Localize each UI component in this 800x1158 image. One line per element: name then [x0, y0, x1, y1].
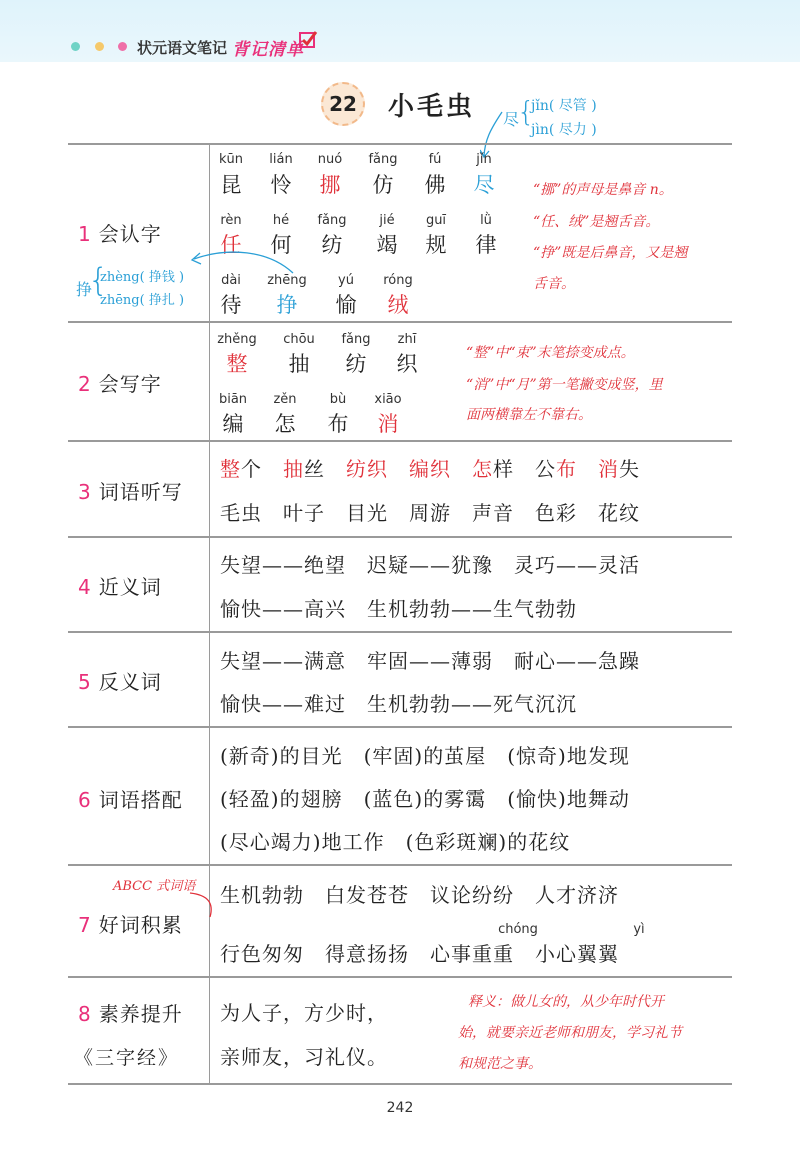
pinyin: dài	[221, 273, 241, 288]
row-divider	[68, 631, 732, 633]
dictation-word	[220, 457, 262, 481]
row-title: 反义词	[98, 670, 162, 694]
header-dot-teal	[71, 42, 80, 51]
hanzi: 规	[425, 233, 447, 257]
dictation-line-1	[220, 453, 640, 482]
brace-icon: {	[88, 261, 109, 299]
pinyin: nuó	[317, 152, 343, 167]
collocation-line: (轻盈)的翅膀 (蓝色)的雾霭 (愉快)地舞动	[220, 787, 630, 811]
pinyin: fú	[428, 152, 442, 167]
row-label-1	[68, 218, 209, 247]
dictation-word: 声音	[472, 501, 514, 525]
dictation-word: 毛虫	[220, 501, 262, 525]
row-label-8	[68, 998, 209, 1027]
row-title: 好词积累	[98, 913, 183, 937]
pinyin: xiāo	[374, 392, 402, 407]
header-dot-yellow	[95, 42, 104, 51]
note-line: 始，就要亲近老师和朋友，学习礼节	[458, 1025, 682, 1041]
dictation-char: 失	[619, 457, 640, 481]
dictation-word	[409, 457, 451, 481]
pinyin-chong: chóng	[498, 922, 538, 937]
dictation-word	[598, 457, 640, 481]
row-label-6	[68, 784, 209, 813]
collocation-line: (尽心竭力)地工作 (色彩斑斓)的花纹	[220, 830, 571, 854]
pinyin: fǎng	[317, 213, 347, 228]
dictation-word: 目光	[346, 501, 388, 525]
antonym-line: 愉快——难过 生机勃勃——死气沉沉	[220, 692, 577, 716]
jin-annotation-char: 尽	[503, 110, 520, 129]
row-divider	[68, 440, 732, 442]
table-border-top	[68, 143, 732, 145]
row-title: 词语搭配	[98, 788, 183, 812]
dictation-char: 抽	[283, 457, 304, 481]
hanzi: 挪	[319, 173, 341, 197]
pinyin: jié	[379, 213, 395, 228]
antonym-line: 失望——满意 牢固——薄弱 耐心——急躁	[220, 649, 640, 673]
note-line: “消”中“月”第一笔撇变成竖，里	[466, 377, 663, 393]
row-divider	[68, 864, 732, 866]
row-title: 词语听写	[98, 480, 183, 504]
hanzi: 竭	[376, 233, 398, 257]
dictation-char: 样	[493, 457, 514, 481]
dictation-char: 公	[535, 457, 556, 481]
pinyin: zěn	[273, 392, 297, 407]
hanzi: 挣	[276, 293, 298, 317]
summary-table	[68, 143, 732, 1085]
note-line: 舌音。	[533, 276, 575, 292]
dictation-char: 怎	[472, 457, 493, 481]
row-divider	[68, 321, 732, 323]
hanzi: 待	[220, 293, 242, 317]
hanzi: 编	[222, 412, 244, 436]
pinyin: guī	[425, 213, 447, 228]
dictation-char: 丝	[304, 457, 325, 481]
collocation-line: (新奇)的目光 (牢固)的茧屋 (惊奇)地发现	[220, 744, 630, 768]
brace-icon: {	[517, 95, 535, 128]
pinyin: bù	[329, 392, 347, 407]
note-line: 和规范之事。	[458, 1056, 542, 1072]
table-border-bottom	[68, 1083, 732, 1085]
lesson-number: 22	[321, 82, 365, 126]
brand-tag: 背记清单	[232, 40, 304, 60]
dictation-word	[346, 457, 388, 481]
zheng-arrow-icon	[188, 245, 298, 277]
hanzi: 纺	[321, 233, 343, 257]
hanzi: 织	[396, 352, 418, 376]
hanzi: 抽	[288, 352, 310, 376]
row-subtitle: 《三字经》	[74, 1047, 180, 1069]
checkmark-icon	[298, 30, 318, 50]
row-number: 6	[78, 788, 91, 812]
pinyin: chōu	[283, 332, 315, 347]
pinyin: jǐn	[476, 152, 492, 167]
row-title: 素养提升	[98, 1002, 183, 1026]
lesson-title: 小毛虫	[388, 92, 476, 122]
row-title: 近义词	[98, 575, 162, 599]
pinyin: rèn	[220, 213, 242, 228]
pinyin: zhěng	[217, 332, 257, 347]
pinyin: róng	[383, 273, 413, 288]
zheng-reading-1: zhèng( 挣钱 )	[100, 270, 185, 285]
jin-reading-1: jǐn( 尽管 )	[531, 98, 597, 114]
hanzi: 尽	[473, 173, 495, 197]
sanzijing-line: 为人子，方少时，	[220, 1001, 388, 1025]
pinyin: lǜ	[480, 213, 492, 228]
row-divider	[68, 536, 732, 538]
note-line: 释义：做儿女的，从少年时代开	[468, 994, 664, 1010]
pinyin: zhī	[397, 332, 417, 347]
dictation-char: 织	[367, 457, 388, 481]
pinyin: biān	[218, 392, 248, 407]
brand-name: 状元语文笔记	[137, 39, 228, 57]
zheng-reading-2: zhēng( 挣扎 )	[100, 293, 185, 308]
hanzi: 绒	[387, 293, 409, 317]
pinyin: yú	[338, 273, 354, 288]
dictation-char: 编	[409, 457, 430, 481]
dictation-char: 布	[556, 457, 577, 481]
dictation-char: 个	[241, 457, 262, 481]
column-divider	[209, 143, 210, 1085]
sanzijing-line: 亲师友，习礼仪。	[220, 1045, 388, 1069]
pinyin: lián	[269, 152, 293, 167]
row-label-5	[68, 666, 209, 695]
pinyin-yi: yì	[633, 922, 645, 937]
hanzi: 何	[270, 233, 292, 257]
row-number: 3	[78, 480, 91, 504]
row-title: 会写字	[98, 372, 162, 396]
row-label-2	[68, 368, 209, 397]
hanzi: 怎	[274, 412, 296, 436]
hanzi: 愉	[335, 293, 357, 317]
row-number: 8	[78, 1002, 91, 1026]
hanzi: 怜	[270, 173, 292, 197]
dictation-word	[535, 457, 577, 481]
row-divider	[68, 726, 732, 728]
dictation-char: 消	[598, 457, 619, 481]
hanzi: 昆	[220, 173, 242, 197]
note-line: “挣”既是后鼻音，又是翘	[533, 245, 688, 261]
header-band	[0, 0, 800, 62]
header-dot-pink	[118, 42, 127, 51]
row-title: 会认字	[98, 222, 162, 246]
row-divider	[68, 976, 732, 978]
pinyin: fǎng	[341, 332, 371, 347]
row-number: 1	[78, 222, 91, 246]
dictation-word: 花纹	[598, 501, 640, 525]
note-line: “任、绒”是翘舌音。	[533, 214, 660, 230]
hanzi: 任	[220, 233, 242, 257]
dictation-word	[283, 457, 325, 481]
pinyin: hé	[272, 213, 290, 228]
dictation-word: 色彩	[535, 501, 577, 525]
hanzi: 纺	[345, 352, 367, 376]
hanzi: 仿	[372, 173, 394, 197]
hanzi: 整	[226, 352, 248, 376]
hanzi: 消	[377, 412, 399, 436]
dictation-char: 织	[430, 457, 451, 481]
pinyin: kūn	[218, 152, 243, 167]
row-label-3	[68, 476, 209, 505]
row-number: 4	[78, 575, 91, 599]
dictation-word	[472, 457, 514, 481]
zheng-side-char: 挣	[76, 280, 93, 299]
abcc-annotation: ABCC 式词语	[113, 879, 196, 894]
good-words-line: 行色匆匆 得意扬扬 心事重重 小心翼翼	[220, 942, 619, 966]
dictation-word: 周游	[409, 501, 451, 525]
dictation-line-2	[220, 497, 640, 526]
page-number: 242	[386, 1100, 414, 1116]
synonym-line: 愉快——高兴 生机勃勃——生气勃勃	[220, 597, 577, 621]
hanzi: 律	[475, 233, 497, 257]
row-number: 7	[78, 913, 91, 937]
synonym-line: 失望——绝望 迟疑——犹豫 灵巧——灵活	[220, 553, 640, 577]
dictation-char: 纺	[346, 457, 367, 481]
row-label-4	[68, 571, 209, 600]
hanzi: 佛	[424, 173, 446, 197]
row-number: 5	[78, 670, 91, 694]
note-line: “挪”的声母是鼻音 n。	[533, 182, 673, 198]
row-number: 2	[78, 372, 91, 396]
note-line: “整”中“束”末笔捺变成点。	[466, 345, 635, 361]
jin-reading-2: jìn( 尽力 )	[531, 122, 597, 138]
hanzi: 布	[327, 412, 349, 436]
dictation-char: 整	[220, 457, 241, 481]
note-line: 面两横靠左不靠右。	[466, 407, 592, 423]
good-words-line: 生机勃勃 白发苍苍 议论纷纷 人才济济	[220, 883, 619, 907]
pinyin: fǎng	[368, 152, 398, 167]
pinyin: zhēng	[267, 273, 307, 288]
dictation-word: 叶子	[283, 501, 325, 525]
